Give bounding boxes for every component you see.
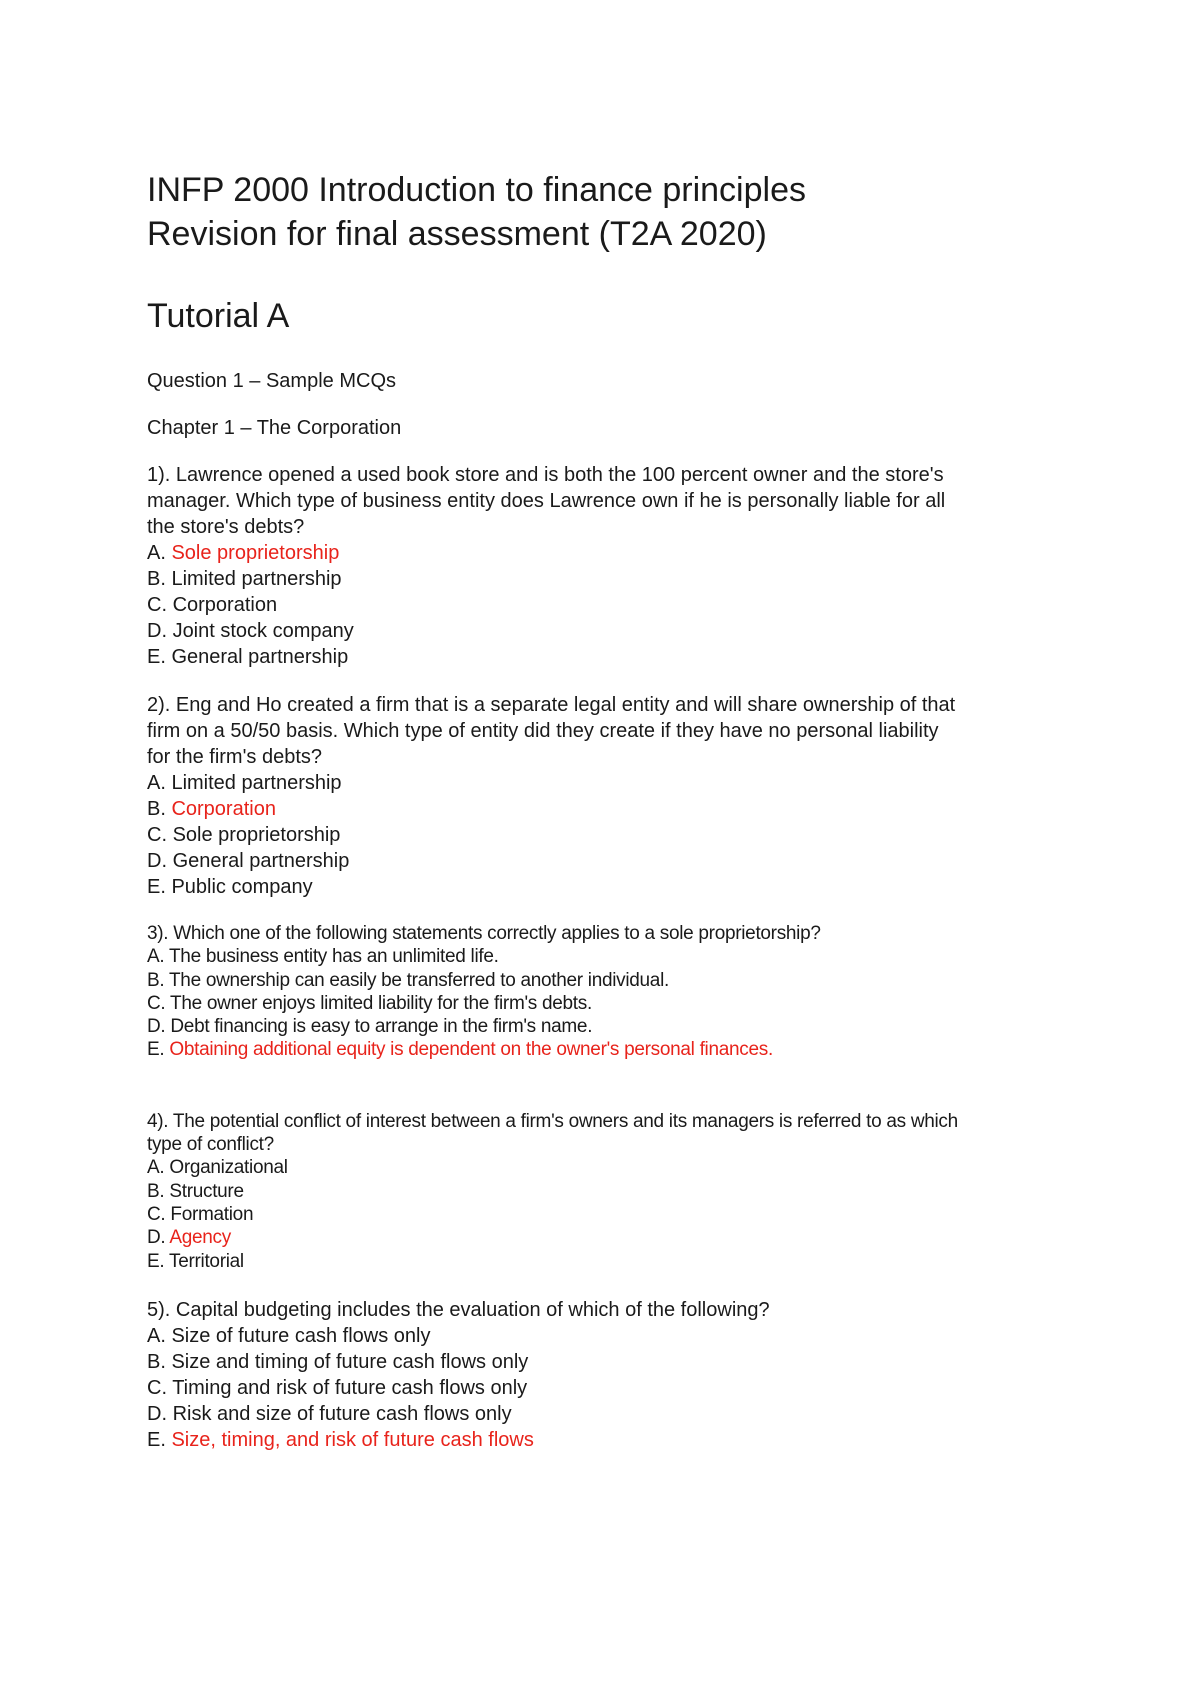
option-d: D. Agency	[147, 1227, 231, 1249]
document-title	[147, 168, 1067, 256]
chapter-heading: Chapter 1 – The Corporation	[147, 417, 402, 439]
question-text: 1). Lawrence opened a used book store and is both the 100 percent owner and the store's manager. Which type of business entity does Lawrence own if he is personally liable for all the store's debts?	[147, 464, 946, 538]
correct-answer: Size, timing, and risk of future cash flows	[171, 1428, 534, 1451]
option-e: E. Public company	[147, 876, 313, 898]
title-line-2: Revision for final assessment (T2A 2020)	[147, 215, 767, 253]
option-c: C. Formation	[147, 1203, 254, 1225]
option-b: B. Corporation	[147, 798, 276, 820]
question-4	[147, 1110, 1067, 1273]
title-line-1: INFP 2000 Introduction to finance principles	[147, 171, 806, 209]
option-d: D. Risk and size of future cash flows only	[147, 1402, 512, 1425]
option-c: C. Sole proprietorship	[147, 824, 341, 846]
question-3	[147, 922, 1067, 1062]
option-e: E. General partnership	[147, 646, 349, 668]
question-2	[147, 692, 1067, 900]
option-c: C. Corporation	[147, 594, 278, 616]
correct-answer: Agency	[169, 1227, 231, 1249]
correct-answer: Obtaining additional equity is dependent on the owner's personal finances.	[169, 1039, 773, 1061]
option-b: B. Size and timing of future cash flows only	[147, 1350, 529, 1373]
option-e: E. Territorial	[147, 1250, 244, 1272]
option-e: E. Obtaining additional equity is dependent on the owner's personal finances.	[147, 1039, 773, 1061]
question-text: 3). Which one of the following statements correctly applies to a sole proprietorship?	[147, 923, 821, 944]
option-a: A. Organizational	[147, 1157, 288, 1179]
option-c: C. Timing and risk of future cash flows only	[147, 1376, 528, 1399]
option-a: A. The business entity has an unlimited life.	[147, 946, 499, 968]
option-d: D. Debt financing is easy to arrange in the firm's name.	[147, 1016, 593, 1038]
option-a: A. Size of future cash flows only	[147, 1324, 431, 1347]
question-1	[147, 462, 1067, 670]
option-d: D. General partnership	[147, 850, 350, 872]
option-b: B. Limited partnership	[147, 568, 342, 590]
correct-answer: Sole proprietorship	[171, 542, 340, 564]
option-e: E. Size, timing, and risk of future cash flows	[147, 1428, 534, 1451]
question-text: 5). Capital budgeting includes the evaluation of which of the following?	[147, 1298, 770, 1321]
question-text: 4). The potential conflict of interest between a firm's owners and its managers is referred to as which type of conflict?	[147, 1110, 958, 1156]
document-page	[147, 168, 1067, 1453]
question-text: 2). Eng and Ho created a firm that is a separate legal entity and will share ownership of that firm on a 50/50 basis. Which type of entity did they create if they have no personal liability for the firm's debts?	[147, 694, 956, 768]
correct-answer: Corporation	[171, 798, 276, 820]
question-heading: Question 1 – Sample MCQs	[147, 370, 396, 392]
option-c: C. The owner enjoys limited liability for the firm's debts.	[147, 992, 592, 1014]
option-b: B. The ownership can easily be transferred to another individual.	[147, 969, 669, 991]
option-d: D. Joint stock company	[147, 620, 354, 642]
option-a: A. Sole proprietorship	[147, 542, 340, 564]
option-a: A. Limited partnership	[147, 772, 342, 794]
tutorial-heading: Tutorial A	[147, 297, 290, 335]
option-b: B. Structure	[147, 1180, 244, 1202]
question-5	[147, 1297, 1067, 1453]
